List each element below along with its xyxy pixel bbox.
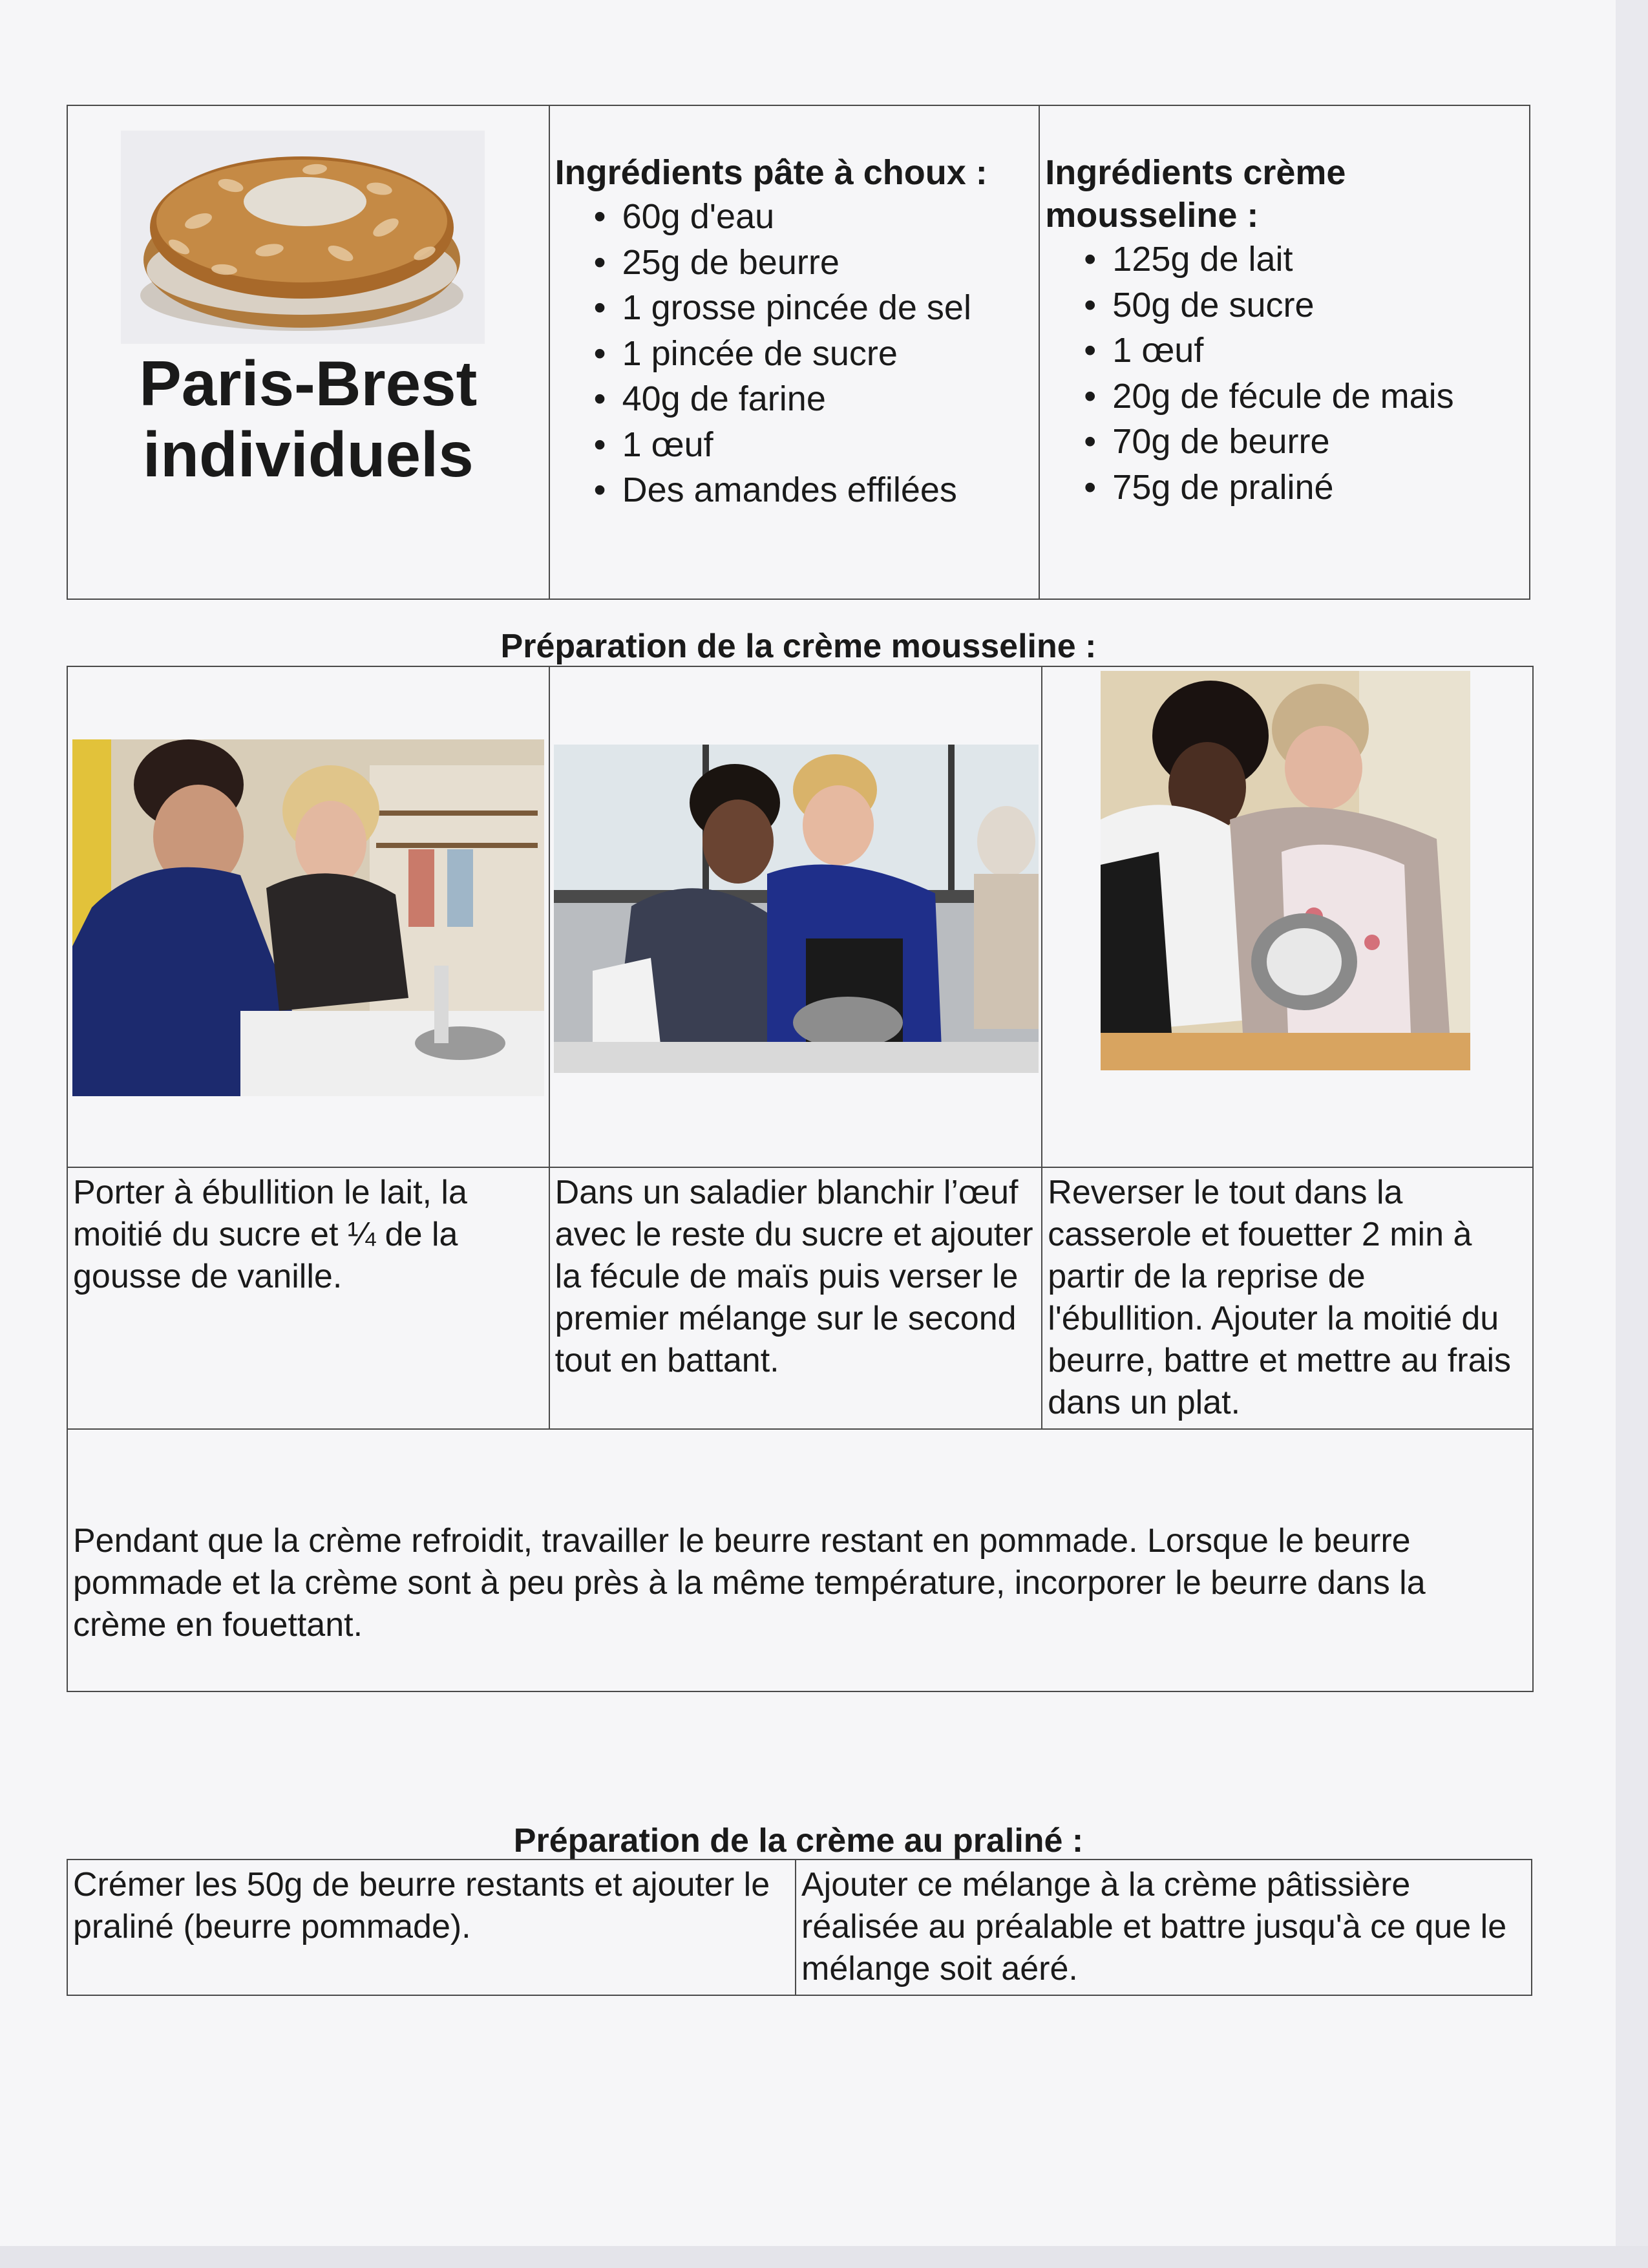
creme-heading-line1: Ingrédients crème: [1045, 153, 1346, 192]
title-cell: [67, 105, 549, 599]
step3-photo: [1101, 671, 1470, 1070]
ingredients-table: [67, 105, 1530, 600]
paris-brest-photo: [121, 131, 485, 344]
list-item: • 60g d'eau: [594, 194, 1034, 240]
creme-heading-line2: mousseline :: [1045, 196, 1259, 235]
list-item: • 1 œuf: [1084, 328, 1524, 374]
praline-step2-text: Ajouter ce mélange à la crème pâtissière réalisée au préalable et battre jusqu'à ce que le mélange soit aéré.: [796, 1860, 1532, 1995]
recipe-title-line1: Paris-Brest: [139, 348, 478, 419]
mousseline-steps-table: [67, 666, 1534, 1692]
list-item: • 25g de beurre: [594, 240, 1034, 286]
praline-step1-text: Crémer les 50g de beurre restants et ajouter le praliné (beurre pommade).: [67, 1860, 796, 1995]
list-item: • 70g de beurre: [1084, 419, 1524, 465]
creme-ingredients-cell: [1039, 105, 1530, 599]
list-item: • 20g de fécule de mais: [1084, 374, 1524, 419]
step2-photo-cell: [549, 666, 1042, 1167]
step1-photo: [72, 739, 544, 1096]
step1-text: Porter à ébullition le lait, la moitié du sucre et ¼ de la gousse de vanille.: [67, 1167, 549, 1430]
list-item: • 1 grosse pincée de sel: [594, 285, 1034, 331]
list-item: • 75g de praliné: [1084, 465, 1524, 511]
step2-text: Dans un saladier blanchir l’œuf avec le reste du sucre et ajouter la fécule de maïs puis verser le premier mélange sur le second tout en battant.: [549, 1167, 1042, 1430]
step3-text: Reverser le tout dans la casserole et fouetter 2 min à partir de la reprise de l'ébullition. Ajouter la moitié du beurre, battre et mettre au frais dans un plat.: [1042, 1167, 1533, 1430]
paper-edge-bottom: [0, 2246, 1648, 2268]
creme-ingredient-list: [1045, 237, 1524, 510]
list-item: • 40g de farine: [594, 376, 1034, 422]
choux-heading: Ingrédients pâte à choux :: [555, 153, 988, 192]
list-item: • 125g de lait: [1084, 237, 1524, 282]
paper-edge-right: [1616, 0, 1648, 2268]
step1-photo-cell: [67, 666, 549, 1167]
step3-photo-cell: [1042, 666, 1533, 1167]
list-item: • 50g de sucre: [1084, 282, 1524, 328]
creme-heading: [1045, 151, 1524, 237]
choux-ingredients-cell: [549, 105, 1040, 599]
mousseline-section-title: Préparation de la crème mousseline :: [500, 628, 1097, 665]
list-item: • 1 œuf: [594, 422, 1034, 468]
praline-steps-table: [67, 1859, 1532, 1996]
list-item: • Des amandes effilées: [594, 467, 1034, 513]
recipe-title-line2: individuels: [142, 419, 474, 490]
final-step-text: Pendant que la crème refroidit, travailler le beurre restant en pommade. Lorsque le beurre pommade et la crème sont à peu près à la même température, incorporer le beurre dans la crème en fouettant.: [67, 1429, 1533, 1691]
list-item: • 1 pincée de sucre: [594, 331, 1034, 377]
praline-section-title: Préparation de la crème au praliné :: [513, 1822, 1084, 1860]
recipe-title: [68, 348, 549, 490]
choux-ingredient-list: [555, 194, 1034, 513]
step2-photo: [554, 745, 1039, 1073]
